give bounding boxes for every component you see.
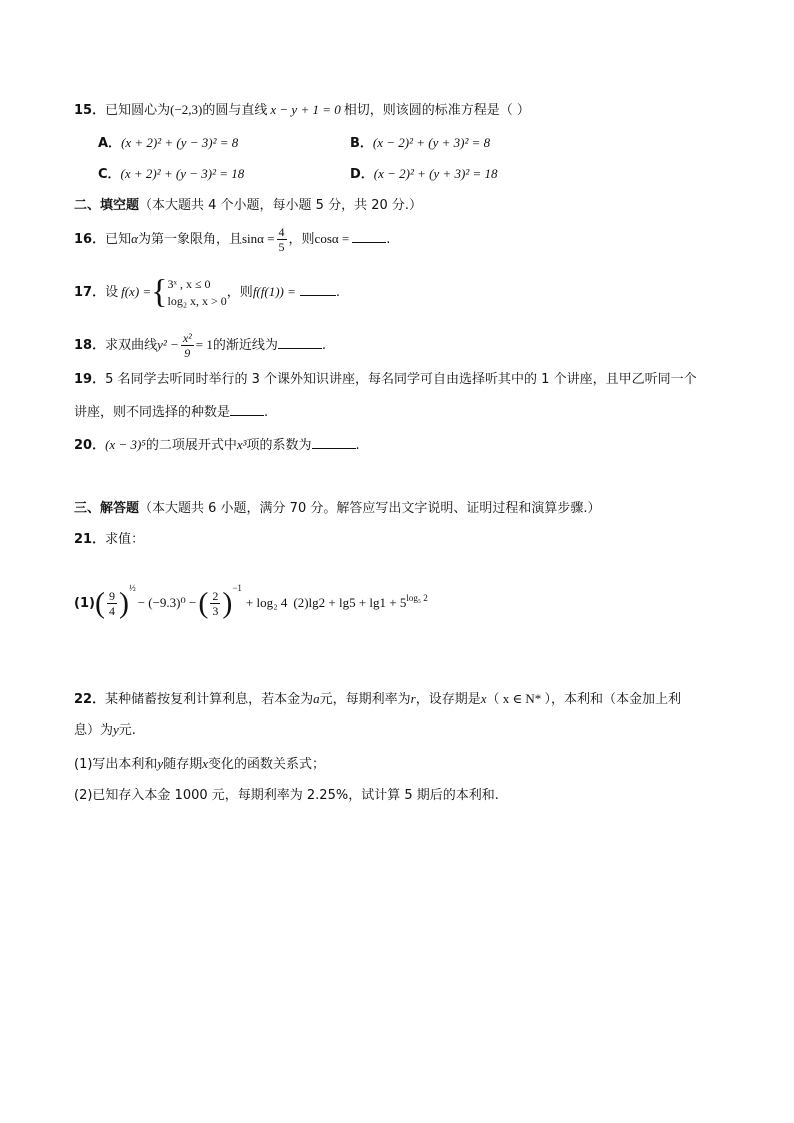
- question-text: 5 名同学去听同时举行的 3 个课外知识讲座，每名同学可自由选择听其中的 1 个讲座，且甲乙听同一个: [105, 372, 697, 387]
- question-20: [74, 435, 360, 456]
- math-expression: (−2,3): [170, 102, 203, 117]
- question-text: 求双曲线: [105, 338, 158, 353]
- fraction-denominator: 3: [212, 604, 219, 618]
- question-number: 18．: [74, 338, 106, 353]
- math-expression: − (−9.3)⁰ −: [137, 595, 197, 610]
- math-expression: f(f(1)) =: [252, 284, 296, 299]
- math-expression: sinα =: [241, 231, 275, 246]
- question-number: 20．: [74, 438, 106, 453]
- question-number: 17．: [74, 285, 106, 300]
- question-text: 随存期: [163, 757, 203, 772]
- left-brace: {: [151, 273, 168, 311]
- question-text: ，则: [288, 232, 315, 247]
- fraction-denominator: 5: [278, 240, 285, 254]
- left-paren: (: [198, 586, 209, 620]
- math-expression: (x + 2)² + (y − 3)² = 8: [121, 135, 239, 150]
- question-21-expressions: [74, 568, 428, 624]
- question-text: 息）为: [74, 723, 114, 738]
- question-text: ，设存期是: [415, 692, 481, 707]
- question-number: 21．: [74, 532, 106, 547]
- question-number: 19．: [74, 372, 106, 387]
- question-21: [74, 530, 144, 550]
- math-variable: x: [202, 756, 208, 771]
- math-expression: = 1: [195, 337, 213, 352]
- question-text: 已知圆心为: [105, 103, 171, 118]
- fraction-numerator: 2: [212, 589, 219, 603]
- question-text: .: [355, 438, 360, 453]
- part-label: (1): [74, 596, 95, 611]
- math-expression: α: [131, 231, 138, 246]
- question-text: ，本利和（本金加上利: [551, 692, 682, 707]
- question-text: 相切，则该圆的标准方程是（ ）: [343, 103, 530, 118]
- question-text: .: [335, 285, 341, 300]
- option-b: [350, 133, 490, 154]
- question-text: 变化的函数关系式；: [208, 757, 326, 772]
- answer-blank: [278, 335, 322, 349]
- section-title: 三、解答题: [74, 501, 140, 516]
- math-expression: (2)lg2 + lg5 + lg1 + 5: [293, 595, 407, 610]
- option-c: [98, 164, 244, 185]
- question-text: 讲座，则不同选择的种数是: [74, 405, 231, 420]
- answer-blank: [300, 282, 336, 296]
- option-label: A．: [98, 136, 122, 151]
- question-19: [74, 370, 697, 390]
- question-text: 项的系数为: [246, 438, 312, 453]
- left-paren: (: [94, 586, 105, 620]
- math-expression: x³: [236, 437, 247, 452]
- question-text: 为第一象限角，且: [137, 232, 242, 247]
- section-header-solutions: [74, 499, 601, 519]
- question-text: (1)写出本利和: [74, 757, 158, 772]
- section-description: （本大题共 6 小题，满分 70 分。解答应写出文字说明、证明过程和演算步骤.）: [139, 501, 601, 516]
- fraction-numerator: 4: [278, 225, 285, 239]
- math-expression: x − y + 1 = 0: [270, 102, 341, 117]
- question-18: [74, 328, 326, 363]
- question-15: [74, 100, 530, 121]
- answer-blank: [352, 229, 386, 243]
- fraction: [210, 589, 220, 618]
- math-expression: (x + 2)² + (y − 3)² = 18: [120, 166, 245, 181]
- math-expression: (x − 2)² + (y + 3)² = 18: [373, 166, 498, 181]
- option-label: C．: [98, 167, 121, 182]
- question-number: 22．: [74, 692, 106, 707]
- math-variable: y: [113, 722, 119, 737]
- option-d: [350, 164, 498, 185]
- question-text: 已知: [105, 232, 132, 247]
- math-expression: f(x) =: [121, 284, 152, 299]
- question-text: .: [386, 232, 391, 247]
- option-label: D．: [350, 167, 374, 182]
- math-variable: x: [480, 691, 487, 706]
- section-title: 二、填空题: [74, 198, 140, 213]
- question-text: 求值：: [105, 532, 145, 547]
- right-paren: ): [118, 586, 129, 620]
- question-text: (2)已知存入本金 1000 元，每期利率为 2.25%，试计算 5 期后的本利和.: [74, 788, 499, 803]
- math-variable: y: [157, 756, 164, 771]
- fraction: [107, 589, 117, 618]
- question-text: 的二项展开式中: [145, 438, 237, 453]
- math-expression: cosα =: [314, 231, 350, 246]
- question-number: 15．: [74, 103, 106, 118]
- fraction-numerator: 9: [108, 589, 115, 603]
- math-expression: y² −: [157, 337, 179, 352]
- math-expression: （ x ∈ N* ）: [486, 691, 551, 706]
- exponent: log₅ 2: [406, 593, 428, 603]
- right-paren: ): [222, 586, 233, 620]
- question-text: 设: [105, 285, 119, 300]
- fraction-denominator: 4: [108, 604, 115, 618]
- answer-blank: [312, 435, 356, 449]
- section-header-fill-in: [74, 196, 422, 216]
- option-label: B．: [350, 136, 373, 151]
- question-19-continued: [74, 402, 268, 423]
- question-text: 某种储蓄按复利计算利息，若本金为: [105, 692, 314, 707]
- question-text: ，则: [226, 285, 253, 300]
- question-text: 元.: [118, 723, 136, 738]
- case-line: 3ˣ , x ≤ 0: [167, 276, 211, 291]
- fraction: [181, 331, 194, 360]
- fraction: [277, 225, 287, 254]
- question-text: 的圆与直线: [202, 103, 268, 118]
- answer-blank: [230, 402, 264, 416]
- math-expression: + log₂ 4: [245, 595, 288, 610]
- fraction-denominator: 9: [184, 346, 191, 360]
- exponent: −1: [232, 583, 242, 593]
- question-17: [74, 272, 340, 313]
- question-22-continued: [74, 720, 136, 741]
- question-22-part-1: [74, 754, 325, 775]
- fraction-numerator: x²: [182, 331, 192, 345]
- option-a: [98, 133, 238, 154]
- question-text: 元，每期利率为: [319, 692, 411, 707]
- math-expression: (x − 2)² + (y + 3)² = 8: [372, 135, 491, 150]
- case-line: log₂ x, x > 0: [167, 293, 227, 308]
- exponent: ½: [128, 583, 136, 593]
- section-description: （本大题共 4 个小题，每小题 5 分，共 20 分.）: [139, 198, 423, 213]
- question-text: .: [264, 405, 269, 420]
- math-variable: r: [410, 691, 416, 706]
- question-22-part-2: [74, 786, 499, 806]
- question-number: 16．: [74, 232, 106, 247]
- piecewise-cases: [168, 276, 227, 310]
- question-text: 的渐近线为: [212, 338, 278, 353]
- math-variable: a: [313, 691, 320, 706]
- question-16: [74, 222, 390, 257]
- question-22: [74, 689, 681, 710]
- math-expression: (x − 3)⁵: [105, 437, 146, 452]
- question-text: .: [321, 338, 326, 353]
